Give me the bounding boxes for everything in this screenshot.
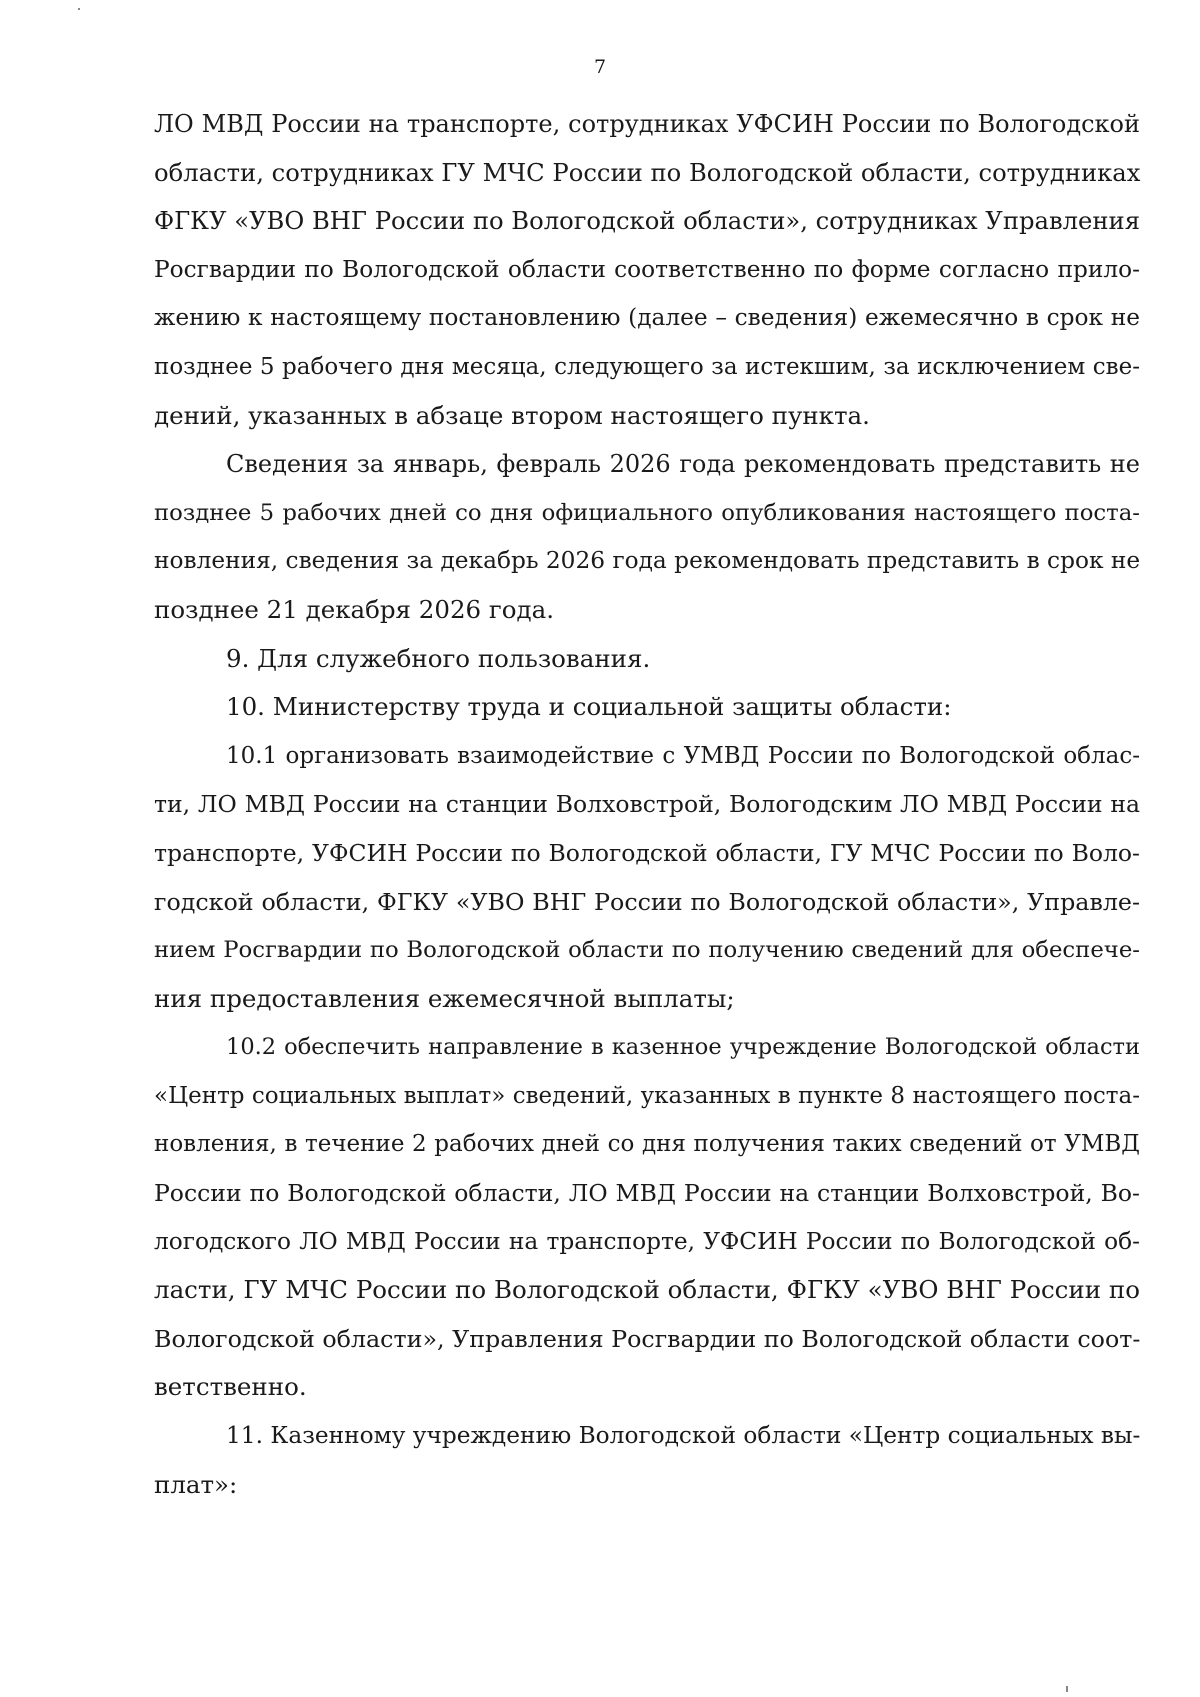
text-line: 11. Казенному учреждению Вологодской области «Центр социальных вы- xyxy=(226,1422,1141,1450)
text-line: годской области, ФГКУ «УВО ВНГ России по Вологодской области», Управле- xyxy=(154,887,1140,916)
text-line: новления, сведения за декабрь 2026 года рекомендовать представить в срок не xyxy=(154,547,1141,575)
text-line: 10. Министерству труда и социальной защиты области: xyxy=(226,692,952,722)
page-number: 7 xyxy=(593,56,607,78)
text-line: России по Вологодской области, ЛО МВД России на станции Волховстрой, Во- xyxy=(154,1179,1140,1208)
text-line: ЛО МВД России на транспорте, сотрудниках УФСИН России по Вологодской xyxy=(154,110,1140,138)
text-line: 10.1 организовать взаимодействие с УМВД России по Вологодской облас- xyxy=(226,742,1140,769)
text-line: позднее 5 рабочих дней со дня официального опубликования настоящего поста- xyxy=(154,499,1140,526)
text-line: жению к настоящему постановлению (далее – сведения) ежемесячно в срок не xyxy=(154,304,1140,332)
text-line: дений, указанных в абзаце втором настоящего пункта. xyxy=(154,400,870,430)
document-body xyxy=(154,100,1140,1509)
text-line: ветственно. xyxy=(154,1372,307,1402)
scan-speck xyxy=(78,8,80,10)
text-line: позднее 5 рабочего дня месяца, следующего за истекшим, за исключением све- xyxy=(154,353,1140,380)
text-line: 10.2 обеспечить направление в казенное учреждение Вологодской области xyxy=(226,1034,1140,1061)
text-line: нием Росгвардии по Вологодской области по получению сведений для обеспече- xyxy=(154,937,1140,964)
text-line: новления, в течение 2 рабочих дней со дня получения таких сведений от УМВД xyxy=(154,1131,1140,1158)
text-line: области, сотрудниках ГУ МЧС России по Вологодской области, сотрудниках xyxy=(154,157,1141,187)
text-line: «Центр социальных выплат» сведений, указанных в пункте 8 настоящего поста- xyxy=(154,1082,1140,1109)
scan-speck xyxy=(1066,1686,1068,1692)
text-line: ласти, ГУ МЧС России по Вологодской области, ФГКУ «УВО ВНГ России по xyxy=(154,1275,1140,1305)
text-line: Вологодской области», Управления Росгвардии по Вологодской области соот- xyxy=(154,1324,1141,1353)
text-line: позднее 21 декабря 2026 года. xyxy=(154,594,554,624)
text-line: логодского ЛО МВД России на транспорте, УФСИН России по Вологодской об- xyxy=(154,1227,1140,1255)
text-line: Росгвардии по Вологодской области соответственно по форме согласно прило- xyxy=(154,255,1140,283)
text-line: Сведения за январь, февраль 2026 года рекомендовать представить не xyxy=(226,450,1140,479)
text-line: ти, ЛО МВД России на станции Волховстрой, Вологодским ЛО МВД России на xyxy=(154,790,1140,819)
text-line: транспорте, УФСИН России по Вологодской области, ГУ МЧС России по Воло- xyxy=(154,838,1140,867)
text-line: 9. Для служебного пользования. xyxy=(226,643,651,673)
text-line: ФГКУ «УВО ВНГ России по Вологодской области», сотрудниках Управления xyxy=(154,206,1140,236)
text-line: ния предоставления ежемесячной выплаты; xyxy=(154,983,735,1013)
text-line: плат»: xyxy=(154,1469,238,1499)
